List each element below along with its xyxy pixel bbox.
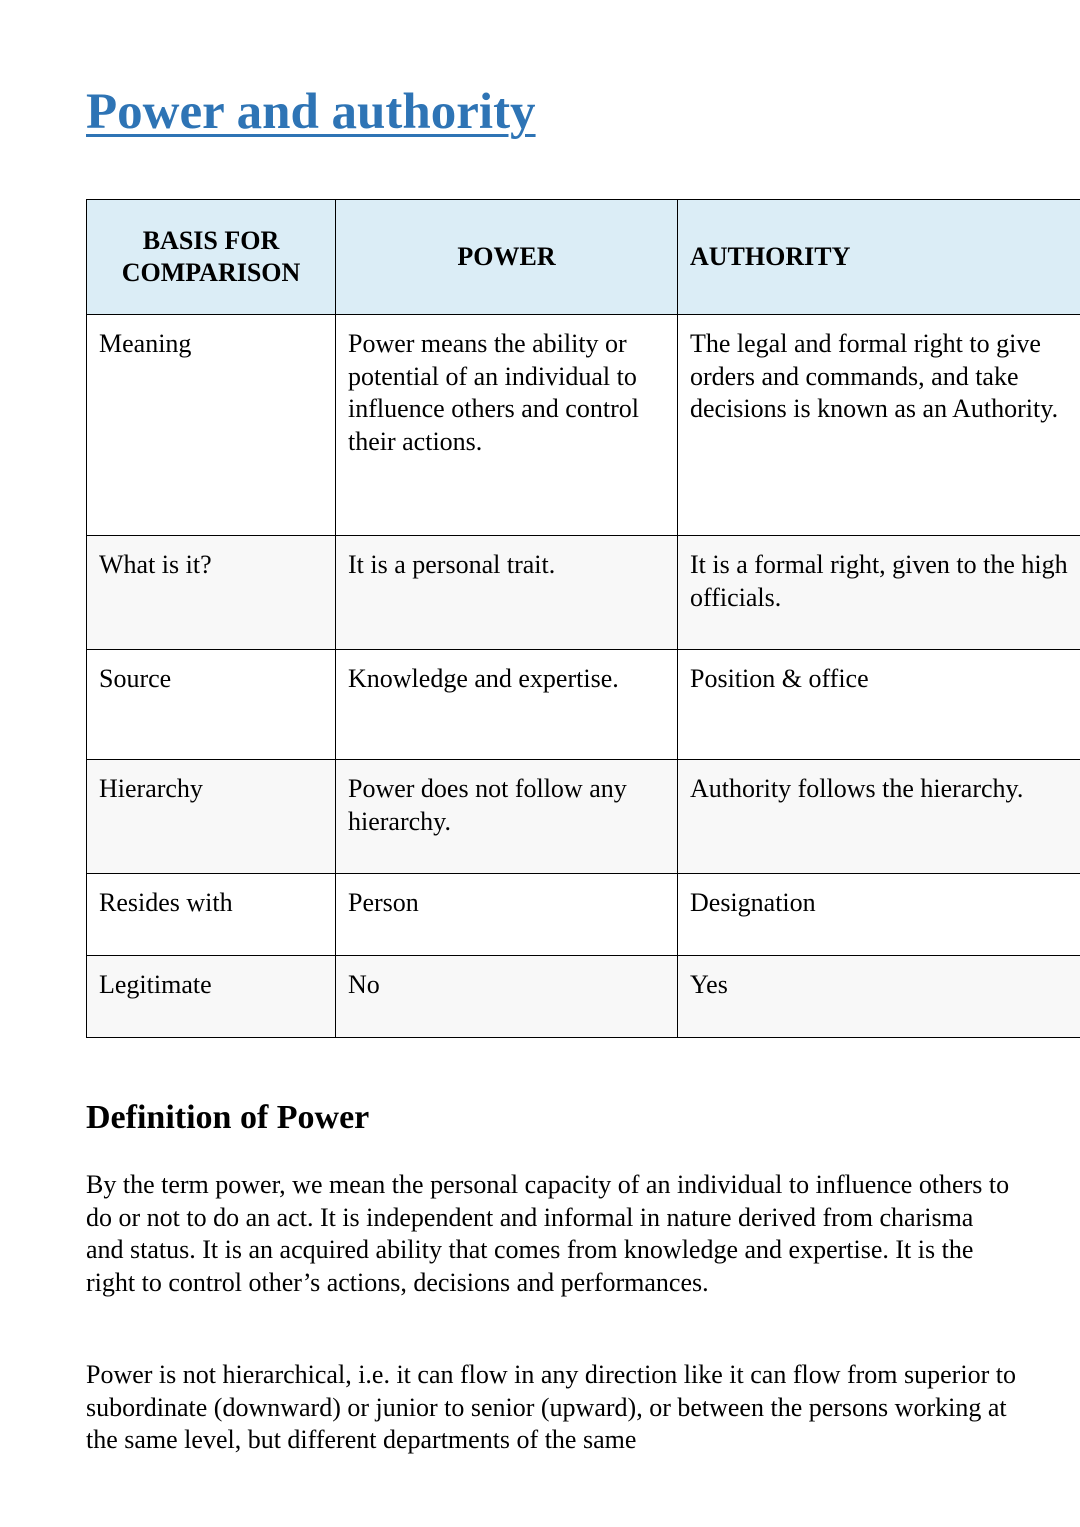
cell-basis: Source	[87, 650, 336, 760]
cell-authority: Yes	[678, 956, 1080, 1038]
table-row	[87, 315, 1080, 536]
cell-power: Person	[336, 874, 678, 956]
cell-power: It is a personal trait.	[336, 536, 678, 650]
cell-power: No	[336, 956, 678, 1038]
cell-basis: Meaning	[87, 315, 336, 536]
cell-power: Knowledge and expertise.	[336, 650, 678, 760]
header-power: POWER	[336, 200, 678, 315]
cell-authority: Designation	[678, 874, 1080, 956]
table-row	[87, 536, 1080, 650]
paragraph: By the term power, we mean the personal capacity of an individual to influence others to do or not to do an act. It is independent and informal in nature derived from charisma and status. It is an acquired ability that comes from knowledge and expertise. It is the right to control other’s actions, decisions and performances.	[86, 1170, 1010, 1297]
cell-basis: Hierarchy	[87, 760, 336, 874]
comparison-table	[86, 199, 1080, 1038]
table-header-row	[87, 200, 1080, 315]
cell-basis: Legitimate	[87, 956, 336, 1038]
header-basis-for-comparison: BASIS FOR COMPARISON	[87, 200, 336, 315]
cell-basis: What is it?	[87, 536, 336, 650]
cell-authority: Position & office	[678, 650, 1080, 760]
table-row	[87, 874, 1080, 956]
cell-power: Power means the ability or potential of an individual to influence others and control their actions.	[336, 315, 678, 536]
table-row	[87, 760, 1080, 874]
section-heading-definition-of-power: Definition of Power	[86, 1099, 370, 1136]
cell-basis: Resides with	[87, 874, 336, 956]
paragraph: Power is not hierarchical, i.e. it can flow in any direction like it can flow from superior to subordinate (downward) or junior to senior (upward), or between the persons working at the same level, but different departments of the same	[86, 1360, 1016, 1454]
cell-authority: The legal and formal right to give orders and commands, and take decisions is known as an Authority.	[678, 315, 1080, 536]
cell-power: Power does not follow any hierarchy.	[336, 760, 678, 874]
page-title: Power and authority	[86, 84, 536, 140]
table-row	[87, 650, 1080, 760]
table-row	[87, 956, 1080, 1038]
cell-authority: It is a formal right, given to the high officials.	[678, 536, 1080, 650]
cell-authority: Authority follows the hierarchy.	[678, 760, 1080, 874]
header-authority: AUTHORITY	[678, 200, 1080, 315]
